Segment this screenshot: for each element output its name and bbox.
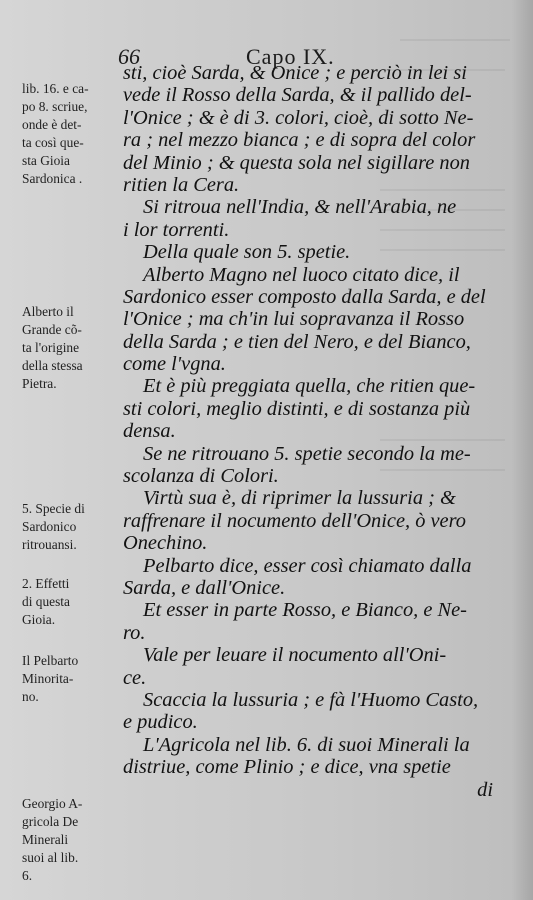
- margin-note-specie: [22, 500, 122, 554]
- body-line: ce.: [123, 666, 147, 689]
- body-line: l'Onice ; ma ch'in lui sopravanza il Rosso: [123, 308, 465, 331]
- body-line: Sarda, e dall'Onice.: [123, 576, 286, 599]
- body-line: e pudico.: [123, 711, 198, 734]
- body-line: l'Onice ; & è di 3. colori, cioè, di sotto Ne-: [123, 106, 474, 129]
- margin-note-line: Alberto il: [22, 304, 74, 319]
- margin-note-line: di questa: [22, 594, 70, 609]
- body-line: Della quale son 5. spetie.: [143, 241, 351, 264]
- body-line: Si ritroua nell'India, & nell'Arabia, ne: [143, 196, 457, 219]
- margin-note-line: 2. Effetti: [22, 576, 70, 591]
- margin-note-line: onde è det-: [22, 117, 82, 132]
- body-line: L'Agricola nel lib. 6. di suoi Minerali la: [143, 733, 470, 756]
- margin-note-line: Sardonica .: [22, 171, 83, 186]
- margin-note-line: Grande cõ-: [22, 322, 82, 337]
- catchword: di: [477, 778, 493, 801]
- body-line: Et esser in parte Rosso, e Bianco, e Ne-: [143, 599, 467, 622]
- body-line: i lor torrenti.: [123, 218, 230, 241]
- body-line: del Minio ; & questa sola nel sigillare non: [123, 151, 470, 174]
- body-line: Et è più preggiata quella, che ritien que-: [143, 375, 476, 398]
- margin-note-line: no.: [22, 689, 39, 704]
- margin-note-line: Gioia.: [22, 612, 56, 627]
- running-head: Capo IX.: [246, 44, 335, 69]
- margin-note-line: ritrouansi.: [22, 537, 77, 552]
- margin-note-line: Sardonico: [22, 519, 77, 534]
- margin-note-line: sta Gioia: [22, 153, 70, 168]
- body-line: Se ne ritrouano 5. spetie secondo la me-: [143, 442, 471, 465]
- margin-note-line: 5. Specie di: [22, 501, 85, 516]
- body-line: ra ; nel mezzo bianca ; e di sopra del color: [123, 129, 476, 152]
- body-line: vede il Rosso della Sarda, & il pallido del-: [123, 84, 472, 107]
- margin-note-line: Pietra.: [22, 376, 57, 391]
- main-text-block: [123, 62, 521, 801]
- body-line: Pelbarto dice, esser così chiamato dalla: [143, 554, 472, 577]
- body-line: densa.: [123, 420, 176, 443]
- margin-note-line: Georgio A-: [22, 796, 83, 811]
- margin-note-line: Minorita-: [22, 671, 74, 686]
- body-line: Scaccia la lussuria ; e fà l'Huomo Casto,: [143, 688, 479, 711]
- margin-note-line: ta l'origine: [22, 340, 80, 355]
- margin-note-alberto: [22, 303, 122, 393]
- body-line: Vale per leuare il nocumento all'Oni-: [143, 644, 447, 667]
- margin-note-agricola: [22, 795, 122, 885]
- body-line: della Sarda ; e tien del Nero, e del Bianco,: [123, 330, 471, 353]
- margin-note-line: della stessa: [22, 358, 83, 373]
- margin-note-line: 6.: [22, 868, 33, 883]
- body-line: scolanza di Colori.: [123, 465, 279, 488]
- body-line: Alberto Magno nel luoco citato dice, il: [143, 263, 460, 286]
- margin-note-effetti: [22, 575, 122, 629]
- body-line: distriue, come Plinio ; e dice, vna spetie: [123, 756, 451, 779]
- margin-note-line: gricola De: [22, 814, 79, 829]
- margin-note-line: ta così que-: [22, 135, 84, 150]
- margin-note-line: suoi al lib.: [22, 850, 79, 865]
- body-line: Virtù sua è, di riprimer la lussuria ; &: [143, 487, 456, 510]
- body-line: sti, cioè Sarda, & Onice ; e perciò in lei si: [123, 62, 467, 84]
- body-line: sti colori, meglio distinti, e di sostanza più: [123, 397, 471, 420]
- body-line: ritien la Cera.: [123, 173, 240, 196]
- margin-note-line: Minerali: [22, 832, 69, 847]
- body-line: come l'vgna.: [123, 353, 226, 376]
- margin-note-line: po 8. scriue,: [22, 99, 88, 114]
- margin-note-pelbarto: [22, 652, 122, 706]
- margin-note-line: Il Pelbarto: [22, 653, 79, 668]
- page-number: 66: [118, 44, 140, 69]
- margin-note-sardonica: [22, 80, 122, 188]
- margin-note-line: lib. 16. e ca-: [22, 81, 89, 96]
- body-line: raffrenare il nocumento dell'Onice, ò vero: [123, 509, 466, 532]
- body-line: Sardonico esser composto dalla Sarda, e del: [123, 285, 486, 308]
- body-line: ro.: [123, 621, 146, 644]
- body-line: Onechino.: [123, 532, 208, 555]
